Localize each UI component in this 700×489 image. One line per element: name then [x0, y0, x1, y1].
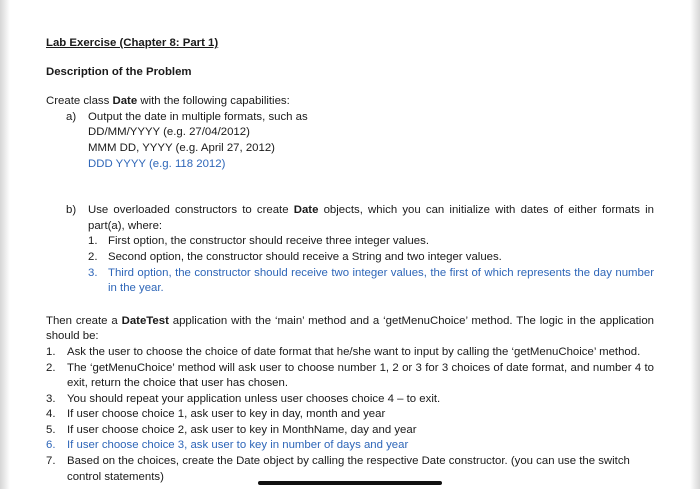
step-3	[46, 392, 654, 408]
step-1	[46, 345, 654, 361]
intro-paragraph	[46, 94, 654, 110]
subitem-1	[88, 234, 654, 250]
subitem-3-text: Third option, the constructor should receive two integer values, the first of which represents the day number in the year.	[108, 266, 654, 295]
step-1-label: 1.	[46, 345, 56, 358]
step-3-text: You should repeat your application unless user chooses choice 4 – to exit.	[67, 392, 441, 405]
subitem-3	[88, 266, 654, 297]
intro-text-end: with the following capabilities:	[137, 95, 290, 108]
subitem-2-label: 2.	[88, 250, 98, 263]
step-7-label: 7.	[46, 455, 56, 468]
intro-text: Create class	[46, 95, 113, 108]
item-a-line-3: MMM DD, YYYY (e.g. April 27, 2012)	[88, 141, 275, 154]
then-text: Then create a	[46, 314, 122, 327]
list-label-b: b)	[66, 204, 77, 217]
step-7-text: Based on the choices, create the Date object by calling the respective Date constructor. (you can use the switch control statements)	[67, 455, 630, 483]
subitem-2	[88, 250, 654, 266]
step-5	[46, 423, 654, 439]
step-6-label: 6.	[46, 439, 56, 452]
subitem-2-text: Second option, the constructor should receive a String and two integer values.	[108, 250, 502, 263]
item-b-class-name: Date	[293, 204, 319, 217]
step-4-text: If user choose choice 1, ask user to key in day, month and year	[67, 408, 386, 421]
document-body	[46, 36, 654, 485]
list-label-a: a)	[66, 110, 77, 123]
document-title: Lab Exercise (Chapter 8: Part 1)	[46, 37, 219, 49]
step-4	[46, 407, 654, 423]
step-6-text: If user choose choice 3, ask user to key in number of days and year	[67, 439, 409, 452]
list-item-a	[66, 110, 654, 172]
step-2	[46, 361, 654, 392]
home-indicator-bar[interactable]	[258, 481, 442, 485]
then-text-end: application with the ‘main’ method and a ‘getMenuChoice’ method. The logic in the application should be:	[46, 314, 655, 343]
step-2-text: The ‘getMenuChoice’ method will ask user to choose number 1, 2 or 3 for 3 choices of date format, and number 4 to exit, return the choice that user has chosen.	[67, 361, 654, 390]
step-5-text: If user choose choice 2, ask user to key in MonthName, day and year	[67, 423, 417, 436]
item-a-line-4: DDD YYYY (e.g. 118 2012)	[88, 157, 226, 170]
step-2-label: 2.	[46, 361, 56, 374]
page-edge-right	[690, 0, 700, 489]
datetest-class-name: DateTest	[121, 314, 169, 327]
list-item-b	[66, 203, 654, 234]
subitem-3-label: 3.	[88, 266, 98, 279]
subitem-1-text: First option, the constructor should receive three integer values.	[108, 235, 430, 248]
datetest-paragraph	[46, 314, 654, 345]
step-3-label: 3.	[46, 392, 56, 405]
step-6	[46, 438, 654, 454]
item-a-line-1: Output the date in multiple formats, such as	[88, 110, 308, 123]
step-4-label: 4.	[46, 408, 56, 421]
item-b-text-end: objects, which you can initialize with dates of either formats in part(a), where:	[88, 204, 654, 232]
problem-heading: Description of the Problem	[46, 65, 192, 78]
step-1-text: Ask the user to choose the choice of date format that he/she want to input by calling the ‘getMenuChoice’ method.	[67, 345, 641, 358]
item-b-text-start: Use overloaded constructors to create	[88, 204, 294, 217]
subitem-1-label: 1.	[88, 235, 98, 248]
intro-class-name: Date	[112, 95, 138, 108]
step-5-label: 5.	[46, 423, 56, 436]
item-a-line-2: DD/MM/YYYY (e.g. 27/04/2012)	[88, 126, 250, 139]
page-edge-left	[0, 0, 10, 489]
item-b-text	[88, 203, 654, 234]
